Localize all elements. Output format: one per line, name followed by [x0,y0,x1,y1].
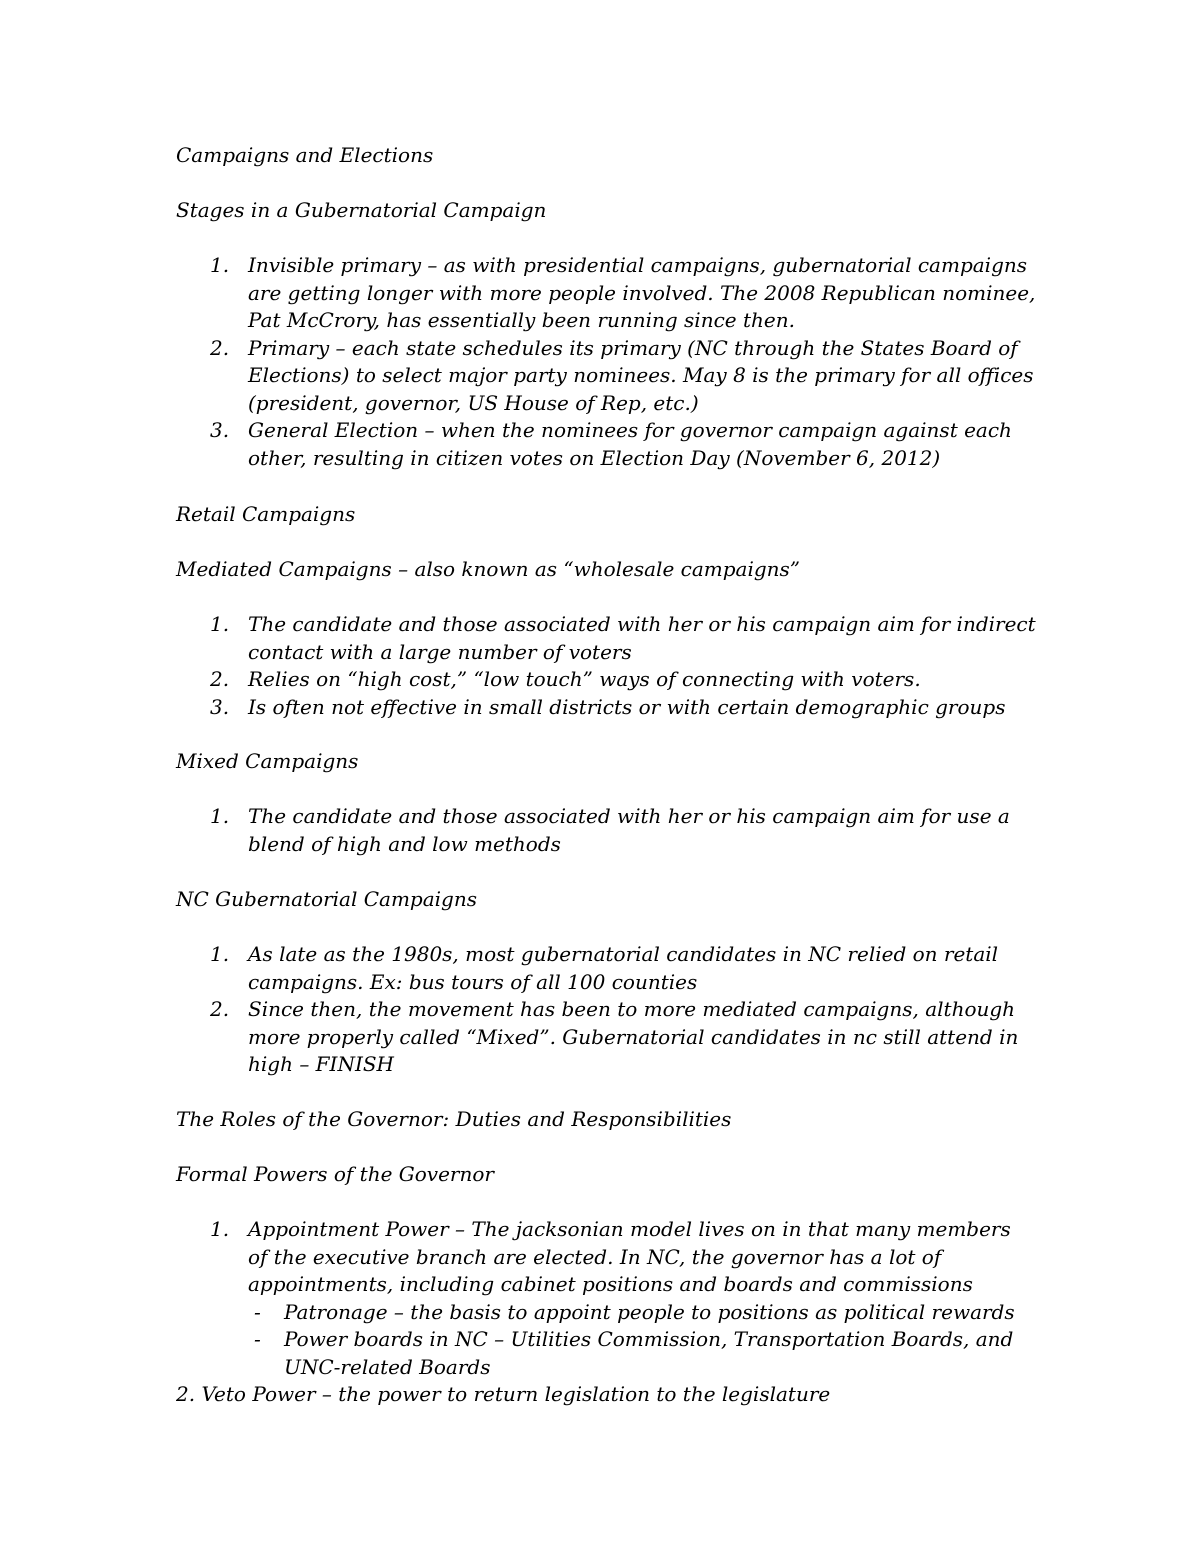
list-item-text: The candidate and those associated with her or his campaign aim for indirect contact with a large number of voters [248,612,1036,664]
sub-list-item-text: Patronage – the basis to appoint people to positions as political rewards [284,1299,1015,1324]
list-item [176,666,1036,694]
nc-heading: NC Gubernatorial Campaigns [176,887,477,911]
mixed-list [176,803,1036,858]
list-item [176,803,1036,858]
mixed-list-block [176,803,1036,858]
list-item [176,941,1036,996]
list-item-text: Is often not effective in small districts or with certain demographic groups [248,694,1006,719]
document-title-block [176,142,1036,170]
stages-section [176,197,1036,225]
list-item-text: As late as the 1980s, most gubernatorial candidates in NC relied on retail campaigns. Ex: bus tours of all 100 counties [248,942,999,994]
list-item [176,1216,1036,1381]
retail-heading: Retail Campaigns [176,502,356,526]
roles-heading: The Roles of the Governor: Duties and Responsibilities [176,1107,732,1131]
list-item [176,694,1036,722]
roles-section [176,1106,1036,1134]
mediated-list [176,611,1036,721]
formal-section [176,1161,1036,1189]
formal-heading: Formal Powers of the Governor [176,1162,494,1186]
list-number: 3. [210,418,230,442]
sub-list [248,1299,1036,1382]
list-item-text: The candidate and those associated with her or his campaign aim for use a blend of high and low methods [248,804,1010,856]
nc-section [176,886,1036,914]
list-item-text: Appointment Power – The jacksonian model lives on in that many members of the executive branch are elected. In NC, the governor has a lot of appointments, including cabinet positions and boards and commissions [248,1217,1011,1296]
stages-heading: Stages in a Gubernatorial Campaign [176,198,547,222]
list-number: 1. [210,1217,230,1241]
list-item [176,335,1036,418]
mixed-heading: Mixed Campaigns [176,749,359,773]
list-item [176,417,1036,472]
list-number: 2. [210,997,230,1021]
veto-power-item: 2. Veto Power – the power to return legislation to the legislature [176,1382,831,1406]
list-item [176,252,1036,335]
list-item-text: Primary – each state schedules its primary (NC through the States Board of Elections) to select major party nominees. May 8 is the primary for all offices (president, governor, US House of Rep, etc.) [248,335,1034,415]
list-number: 2. [210,335,230,360]
stages-list-block [176,252,1036,472]
list-number: 1. [210,804,230,828]
list-number: 1. [210,612,230,636]
sub-list-item [248,1326,1036,1381]
sub-list-item [248,1299,1036,1327]
list-item-text: Relies on “high cost,” “low touch” ways of connecting with voters. [248,667,921,691]
mixed-section [176,748,1036,776]
mediated-heading: Mediated Campaigns – also known as “wholesale campaigns” [176,557,801,581]
dash-marker: - [254,1327,261,1351]
list-item-text: Invisible primary – as with presidential campaigns, gubernatorial campaigns are getting longer with more people involved. The 2008 Republican nominee, Pat McCrory, has essentially been running since then. [248,253,1036,332]
document-title: Campaigns and Elections [176,143,434,167]
nc-list [176,941,1036,1079]
list-item-text: Since then, the movement has been to more mediated campaigns, although more properly called “Mixed”. Gubernatorial candidates in nc still attend in high – FINISH [248,997,1019,1076]
sub-list-item-text: Power boards in NC – Utilities Commission, Transportation Boards, and UNC-related Boards [284,1327,1014,1379]
list-number: 1. [210,253,230,277]
list-item [176,611,1036,666]
formal-list-block [176,1216,1036,1409]
stages-list [176,252,1036,472]
formal-list [176,1216,1036,1381]
list-item-text: General Election – when the nominees for governor campaign against each other, resulting in citizen votes on Election Day (November 6, 2012) [248,418,1012,470]
retail-section [176,501,1036,529]
nc-list-block [176,941,1036,1079]
mediated-section [176,556,1036,584]
dash-marker: - [254,1299,261,1324]
list-number: 1. [210,942,230,966]
list-item [176,996,1036,1079]
list-number: 2. [210,667,230,691]
mediated-list-block [176,611,1036,721]
list-number: 3. [210,694,230,719]
